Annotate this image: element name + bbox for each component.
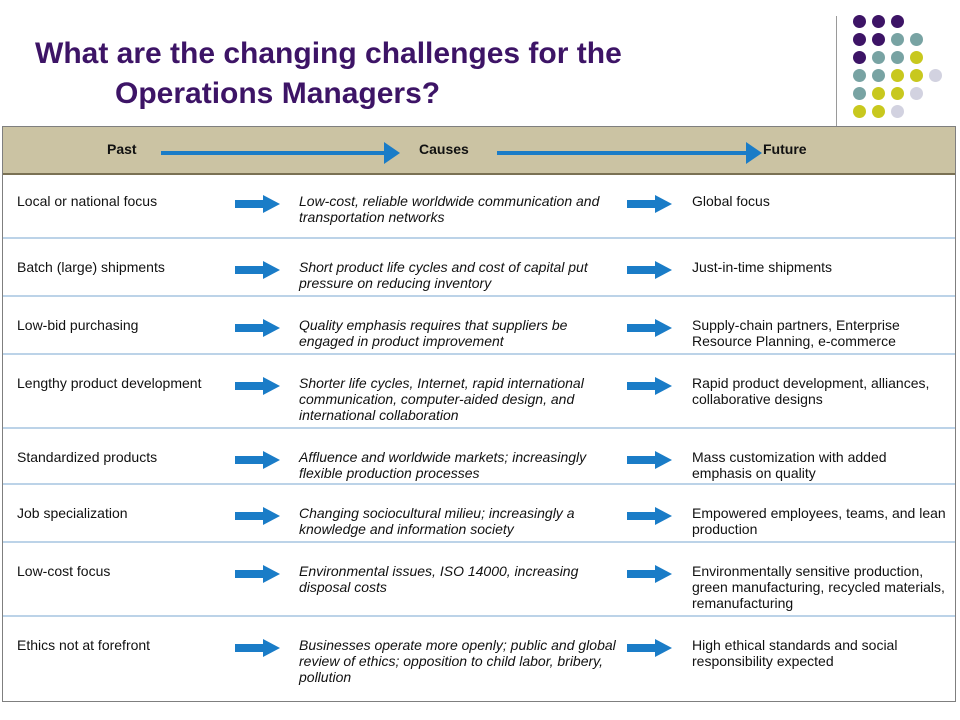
decorative-dot bbox=[853, 105, 866, 118]
right-arrow-icon bbox=[235, 565, 281, 583]
decorative-dot bbox=[872, 105, 885, 118]
decorative-dot bbox=[853, 33, 866, 46]
cause-cell: Low-cost, reliable worldwide communication and transportation networks bbox=[299, 193, 600, 225]
title-line-2: Operations Managers? bbox=[115, 77, 441, 110]
future-cell: Supply-chain partners, Enterprise Resource Planning, e-commerce bbox=[692, 317, 900, 349]
header-arrow-1-shaft bbox=[161, 151, 385, 155]
decorative-dot bbox=[872, 33, 885, 46]
cause-cell: Changing sociocultural milieu; increasingly a knowledge and information society bbox=[299, 505, 575, 537]
right-arrow-icon bbox=[627, 451, 673, 469]
decorative-dot bbox=[872, 51, 885, 64]
decorative-dot bbox=[910, 33, 923, 46]
decorative-dot bbox=[853, 87, 866, 100]
cause-cell: Quality emphasis requires that suppliers be engaged in product improvement bbox=[299, 317, 568, 349]
right-arrow-icon bbox=[235, 195, 281, 213]
table-row bbox=[3, 543, 955, 617]
decorative-dot bbox=[891, 105, 904, 118]
future-cell: Mass customization with added emphasis on quality bbox=[692, 449, 887, 481]
table-row bbox=[3, 355, 955, 429]
table-row bbox=[3, 429, 955, 485]
cause-cell: Affluence and worldwide markets; increasingly flexible production processes bbox=[299, 449, 587, 481]
table-row bbox=[3, 617, 955, 703]
table-row bbox=[3, 297, 955, 355]
table-row bbox=[3, 239, 955, 297]
right-arrow-icon bbox=[627, 565, 673, 583]
cause-cell: Environmental issues, ISO 14000, increasing disposal costs bbox=[299, 563, 579, 595]
decorative-dot bbox=[929, 69, 942, 82]
right-arrow-icon bbox=[235, 451, 281, 469]
right-arrow-icon bbox=[627, 195, 673, 213]
decorative-dot bbox=[910, 87, 923, 100]
past-cell: Lengthy product development bbox=[17, 375, 202, 391]
right-arrow-icon bbox=[627, 377, 673, 395]
past-cell: Low-cost focus bbox=[17, 563, 111, 579]
decorative-dot bbox=[910, 69, 923, 82]
header-arrow-2-head bbox=[746, 142, 762, 164]
past-cell: Standardized products bbox=[17, 449, 158, 465]
past-cell: Job specialization bbox=[17, 505, 128, 521]
future-cell: High ethical standards and social responsibility expected bbox=[692, 637, 898, 669]
title-line-1: What are the changing challenges for the bbox=[35, 37, 622, 70]
right-arrow-icon bbox=[627, 261, 673, 279]
cause-cell: Businesses operate more openly; public and global review of ethics; opposition to child labor, bribery, pollution bbox=[299, 637, 616, 685]
past-cell: Ethics not at forefront bbox=[17, 637, 151, 653]
header-arrow-2-shaft bbox=[497, 151, 747, 155]
future-cell: Rapid product development, alliances, collaborative designs bbox=[692, 375, 930, 407]
decorative-dot bbox=[891, 69, 904, 82]
challenges-table bbox=[2, 126, 956, 702]
right-arrow-icon bbox=[235, 319, 281, 337]
right-arrow-icon bbox=[235, 639, 281, 657]
decorative-dot bbox=[891, 87, 904, 100]
past-cell: Local or national focus bbox=[17, 193, 158, 209]
right-arrow-icon bbox=[627, 639, 673, 657]
decorative-dot bbox=[853, 69, 866, 82]
decorative-dot bbox=[891, 33, 904, 46]
decorative-dot bbox=[853, 51, 866, 64]
header-past: Past bbox=[107, 141, 137, 157]
header-causes: Causes bbox=[419, 141, 469, 157]
cause-cell: Shorter life cycles, Internet, rapid international communication, computer-aided design, and international collaboration bbox=[299, 375, 584, 423]
right-arrow-icon bbox=[235, 261, 281, 279]
right-arrow-icon bbox=[627, 319, 673, 337]
right-arrow-icon bbox=[235, 507, 281, 525]
title-divider bbox=[836, 16, 837, 128]
header-arrow-1-head bbox=[384, 142, 400, 164]
past-cell: Low-bid purchasing bbox=[17, 317, 139, 333]
cause-cell: Short product life cycles and cost of capital put pressure on reducing inventory bbox=[299, 259, 588, 291]
future-cell: Just-in-time shipments bbox=[692, 259, 833, 275]
table-header bbox=[3, 127, 955, 175]
table-row bbox=[3, 173, 955, 239]
future-cell: Empowered employees, teams, and lean production bbox=[692, 505, 946, 537]
decorative-dot bbox=[872, 15, 885, 28]
table-row bbox=[3, 485, 955, 543]
future-cell: Environmentally sensitive production, green manufacturing, recycled materials, remanufacturing bbox=[692, 563, 945, 611]
decorative-dot bbox=[891, 15, 904, 28]
decorative-dot bbox=[853, 15, 866, 28]
right-arrow-icon bbox=[235, 377, 281, 395]
past-cell: Batch (large) shipments bbox=[17, 259, 165, 275]
right-arrow-icon bbox=[627, 507, 673, 525]
decorative-dot bbox=[910, 51, 923, 64]
future-cell: Global focus bbox=[692, 193, 770, 209]
decorative-dot bbox=[872, 69, 885, 82]
header-future: Future bbox=[763, 141, 807, 157]
decorative-dot bbox=[891, 51, 904, 64]
decorative-dot bbox=[872, 87, 885, 100]
